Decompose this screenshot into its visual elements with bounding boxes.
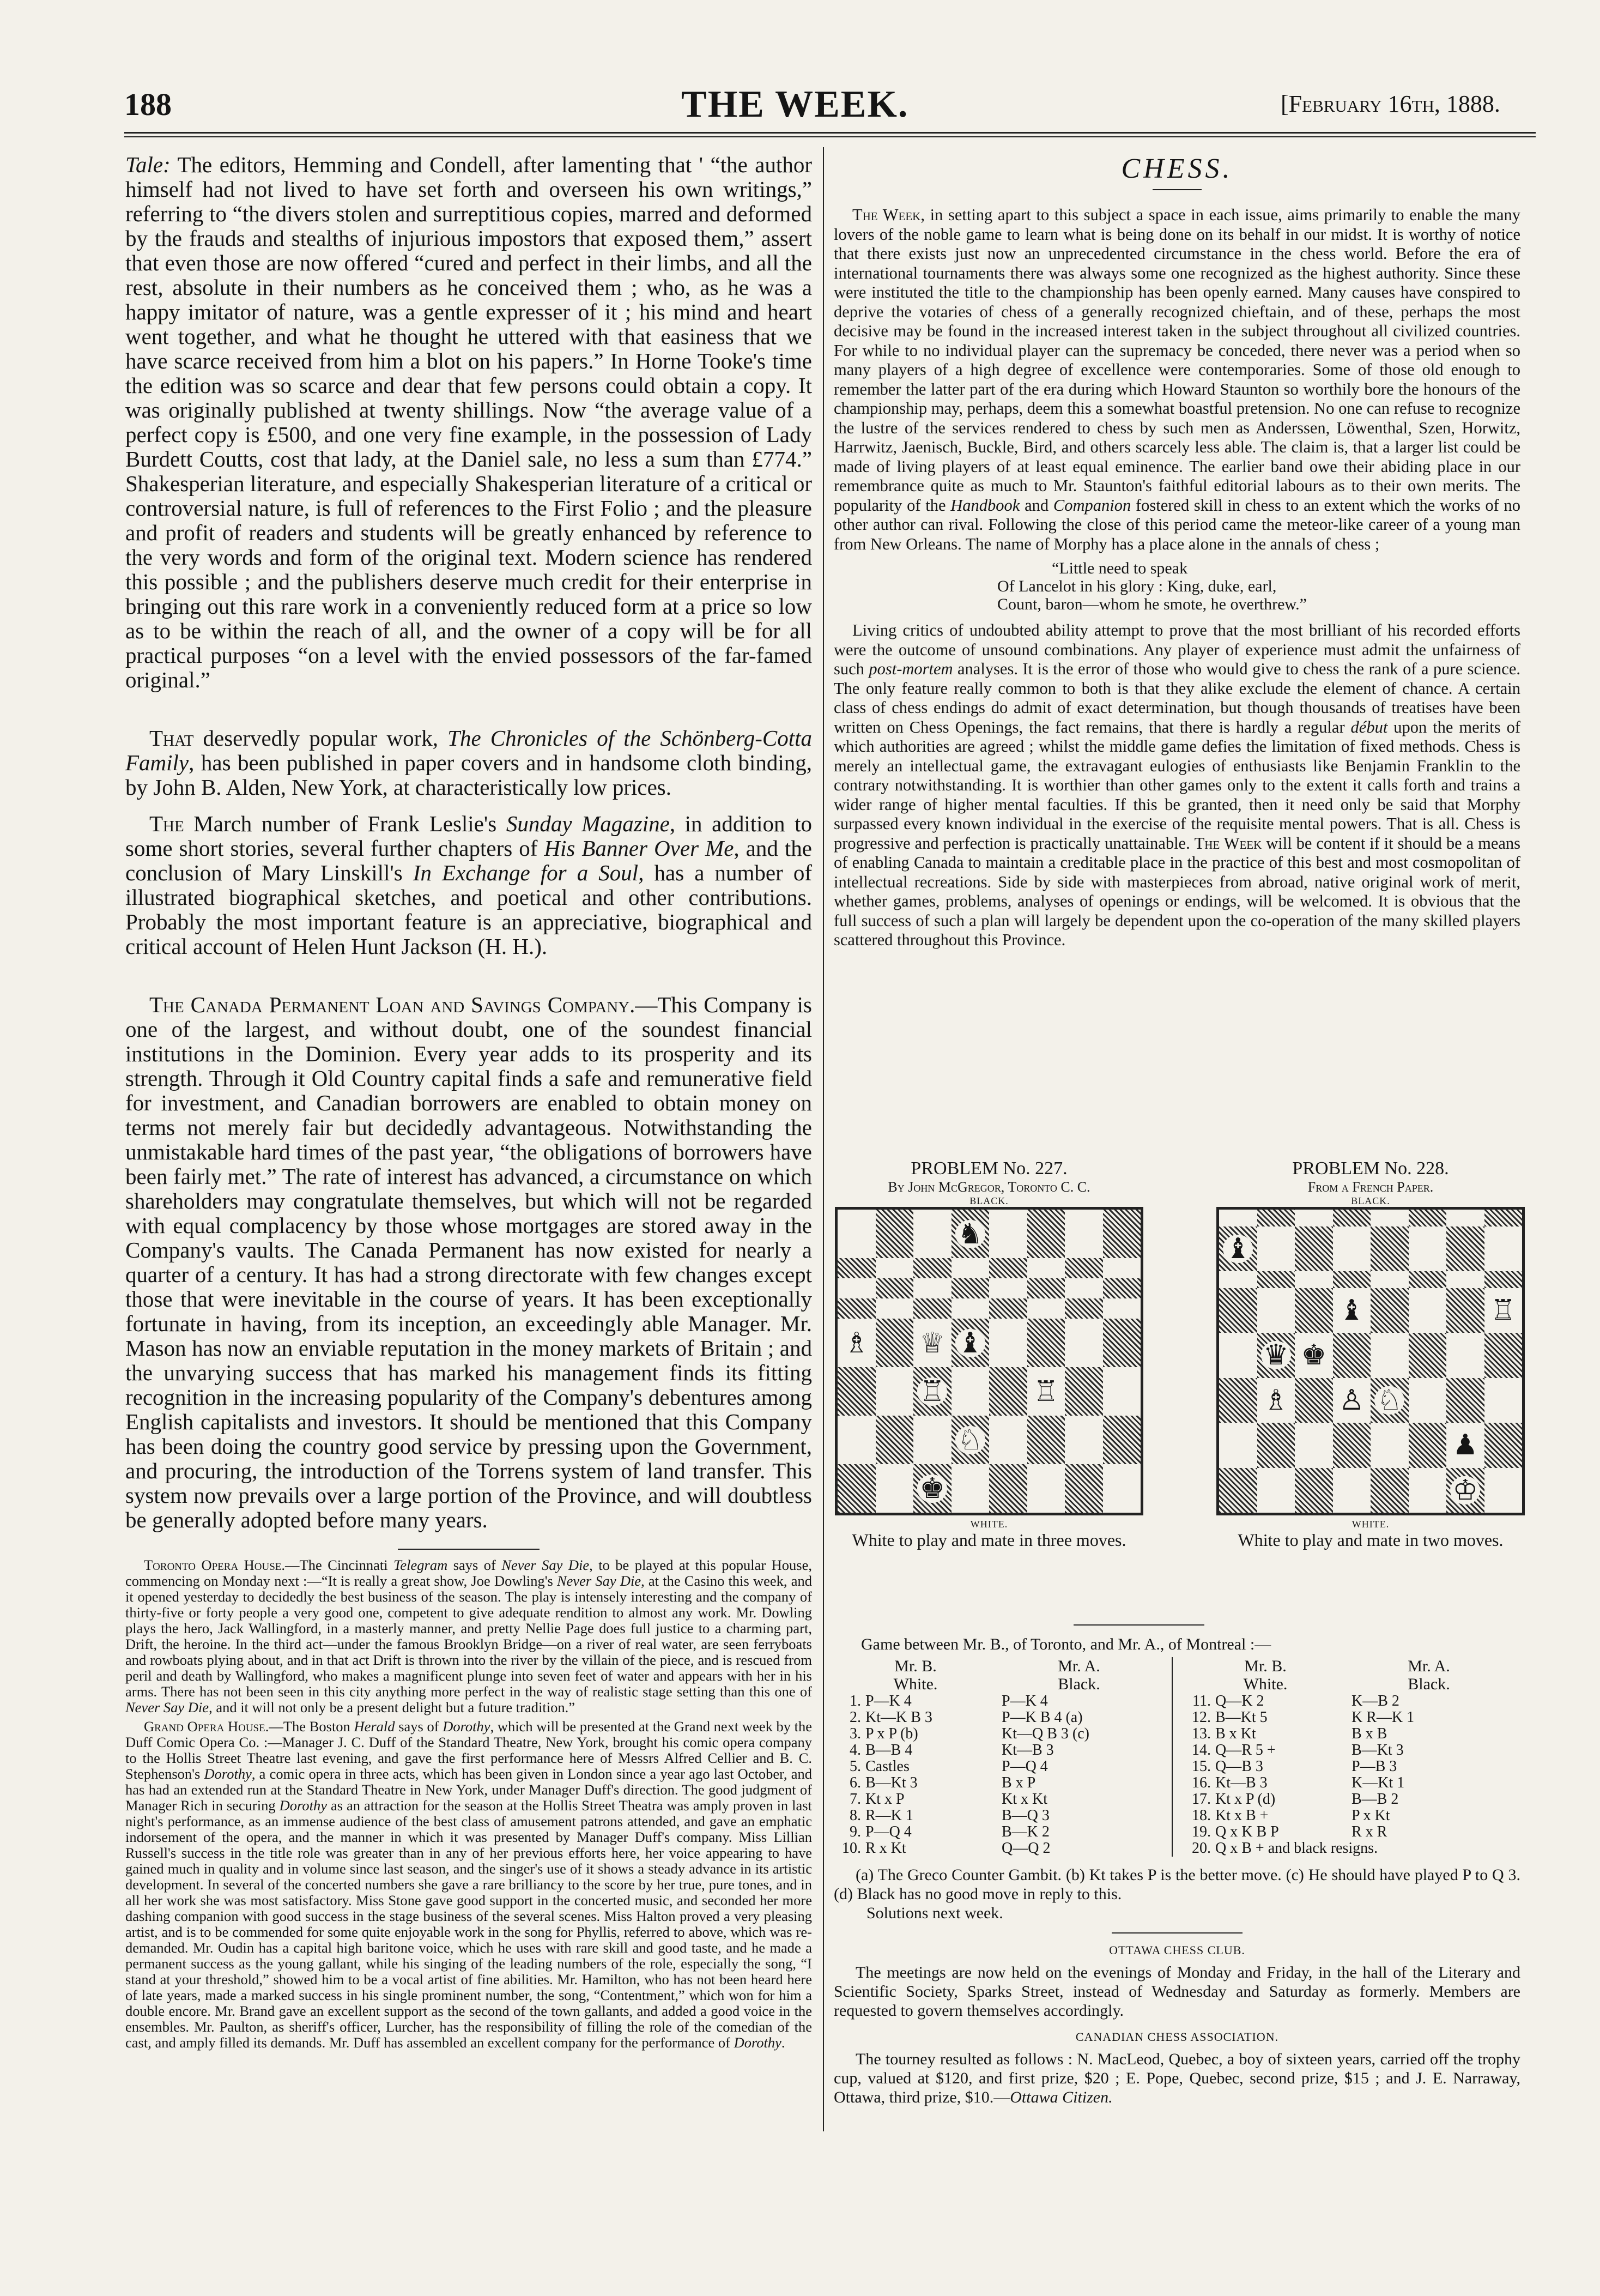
chess-piece-icon: ♗ — [841, 1329, 871, 1357]
board-square — [951, 1210, 990, 1258]
board-square — [989, 1464, 1027, 1513]
chess-board — [1216, 1207, 1525, 1515]
chess-column — [834, 153, 1520, 956]
white-move: Q x B + and black resigns. — [1215, 1840, 1378, 1857]
white-side-label: WHITE. — [1351, 1519, 1390, 1530]
white-move: B x Kt — [1215, 1725, 1256, 1742]
game-intro: Game between Mr. B., of Toronto, and Mr. A., of Montreal :— — [861, 1635, 1271, 1653]
white-move: Q x K B P — [1215, 1823, 1279, 1840]
board-square — [1103, 1210, 1141, 1258]
board-square — [1027, 1258, 1065, 1278]
white-move: P—Q 4 — [865, 1823, 912, 1840]
move-row — [834, 1693, 1172, 1709]
white-move: Kt x P (d) — [1215, 1791, 1276, 1808]
board-square — [1333, 1226, 1371, 1272]
poem-quotation: “Little need to speak Of Lancelot in his glory : King, duke, earl, Count, baron—whom he smote, he overthrew.” — [997, 559, 1307, 613]
paragraph-canada-permanent: The Canada Permanent Loan and Savings Company.—This Company is one of the largest, and without doubt, one of the soundest financial institutions in the Dominion. Every year adds to its prosperity and its strength. Through it Old Country capital finds a safe and remunerative field for investment, and Canadian borrowers are enabled to obtain money on terms not merely fair but decidedly advantageous. Notwithstanding the unmistakable hard times of the past year, “the obligations of borrowers have been fairly met.” The rate of interest has advanced, a circumstance on which shareholders may congratulate themselves, but which will not be regarded with equal complacency by those whose mortgages are stored away in the Company's vaults. The Canada Permanent has now existed for nearly a quarter of a century. It has had a strong directorate with few changes except those that were inevitable in the course of years. It has been exceptionally fortunate in having, from its inception, an exceedingly able Manager. Mr. Mason has now an enviable reputation in the money markets of Britain ; and the unvarying success that has marked his management finds its fitting recognition in the increasing popularity of the Company's debentures among English capitalists and investors. It should be mentioned that this Company has been doing the country good service by pressing upon the Government, and procuring, the introduction of the Torrens system of land transfer. This system now prevails over a large portion of the Province, and will doubtless be generally adopted before many years. — [125, 992, 812, 1532]
black-side-label: BLACK. — [1351, 1195, 1390, 1206]
problem-source: By John McGregor, Toronto C. C. — [888, 1179, 1090, 1195]
chess-piece-icon: ♟ — [1450, 1431, 1480, 1459]
chess-piece-icon: ♞ — [955, 1220, 985, 1248]
board-square — [913, 1258, 951, 1278]
move-number: 17. — [1192, 1791, 1211, 1808]
board-square — [876, 1258, 914, 1278]
move-row — [834, 1808, 1172, 1824]
black-move: B—Kt 3 — [1351, 1742, 1404, 1759]
board-square — [1103, 1464, 1141, 1513]
board-square — [1409, 1423, 1447, 1468]
masthead-title: THE WEEK. — [681, 83, 909, 125]
board-square — [876, 1278, 914, 1298]
move-number: 1. — [850, 1693, 861, 1709]
board-square — [1257, 1288, 1295, 1333]
board-square — [1484, 1333, 1523, 1378]
paragraph-sunday-magazine: The March number of Frank Leslie's Sunday Magazine, in addition to some short stories, several further chapters of His Banner Over Me, and the conclusion of Mary Linskill's In Exchange for a Soul, has a number of illustrated biographical sketches, and poetical and other contributions. Probably the most important feature is an appreciative, biographical and critical account of Helen Hunt Jackson (H. H.). — [125, 811, 813, 959]
move-row — [834, 1759, 1172, 1775]
black-move: K R—K 1 — [1351, 1709, 1415, 1726]
board-square — [1103, 1298, 1141, 1319]
chess-piece-icon: ♝ — [1223, 1235, 1253, 1263]
move-row — [1184, 1808, 1520, 1824]
paragraph-schonberg-cotta: That deservedly popular work, The Chronicles of the Schönberg-Cotta Family, has been published in paper covers and in handsome cloth binding, by John B. Alden, New York, at characteristically low prices. — [125, 726, 812, 800]
board-square — [838, 1416, 876, 1464]
move-number: 12. — [1192, 1709, 1211, 1726]
board-square — [1295, 1333, 1333, 1378]
board-square — [1484, 1226, 1523, 1272]
white-move: Kt x B + — [1215, 1807, 1269, 1824]
board-square — [1065, 1367, 1103, 1416]
board-square — [1257, 1226, 1295, 1272]
mr-b-header: Mr. B. White. — [893, 1657, 938, 1693]
move-row — [834, 1742, 1172, 1759]
move-row — [1184, 1840, 1520, 1857]
board-square — [1219, 1378, 1257, 1423]
move-row — [1184, 1709, 1520, 1726]
board-square — [1333, 1423, 1371, 1468]
chess-critics-paragraph: Living critics of undoubted ability attempt to prove that the most brilliant of his recorded efforts were the outcome of unsound combinations. Any player of experience must admit the unfairness of such post-mortem analyses. It is the error of those who would give to chess the rank of a pure science. The only feature really common to both is that they alike exclude the element of chance. A certain class of chess endings do admit of exact determination, but though thousands of treatises have been written on Chess Openings, the fact remains, that there is hardly a regular début upon the merits of which authorities are agreed ; whilst the middle game defies the limitation of fixed methods. Chess is merely an intellectual game, the extravagant eulogies of enthusiasts like Benjamin Franklin to the contrary notwithstanding. It is worthier than other games only to the extent it calls forth and trains a wider range of higher mental faculties. If this be granted, then it need only be said that Morphy surpassed every known individual in the exercise of the requisite mental powers. That is all. Chess is progressive and perfection is practically unattainable. The Week will be content if it should be a means of enabling Canada to maintain a creditable place in the practice of this best and most cosmopolitan of intellectual recreations. Side by side with masterpieces from abroad, native original work of merit, whether games, problems, analyses of openings or endings, will be welcomed. It is obvious that the full success of such a plan will largely be dependent upon the co-operation of the many skilled players scattered throughout this Province. — [834, 621, 1521, 949]
move-row — [1184, 1791, 1520, 1808]
black-side-label: BLACK. — [969, 1195, 1009, 1206]
paragraph-first-folio: Tale: The editors, Hemming and Condell, after lamenting that ' “the author himself had not lived to have set forth and overseen his own writings,” referring to “the divers stolen and surreptitious copies, marred and deformed by the frauds and stealths of injurious impostors that exposed them,” assert that even those are now offered “cured and perfect in their limbs, and all the rest, absolute in their numbers as he conceived them ; who, as he was a happy imitator of nature, was a gentle expresser of it ; his mind and heart went together, and what he thought he uttered with that easiness that we have scarce received from him a blot on his papers.” In Horne Tooke's time the edition was so scarce and dear that few persons could obtain a copy. It was originally published at twenty shillings. Now “the average value of a perfect copy is £500, and one very fine example, in the possession of Lady Burdett Coutts, cost that lady, at the Daniel sale, no less a sum than £774.” Shakesperian literature, and especially Shakesperian literature of a critical or controversial nature, is full of references to the First Folio ; and the pleasure and profit of readers and students will be greatly enhanced by reference to the very words and form of the original text. Modern science has rendered this possible ; and the publishers deserve much credit for their enterprise in bringing out this rare work in a conveniently reduced form at a price so low as to be within the reach of all, and the owner of a copy will be for all practical purposes “on a level with the envied possessors of the far-famed original.” — [125, 152, 812, 692]
black-move: B—B 2 — [1351, 1791, 1399, 1808]
move-number: 15. — [1192, 1758, 1211, 1775]
solutions-note: Solutions next week. — [866, 1904, 1003, 1922]
board-square — [1484, 1271, 1523, 1288]
board-square — [1065, 1464, 1103, 1513]
problem-source: From a French Paper. — [1307, 1179, 1434, 1195]
move-row — [834, 1726, 1172, 1742]
board-square — [1103, 1278, 1141, 1298]
notice-grand-opera-house: Grand Opera House.—The Boston Herald says of Dorothy, which will be presented at the Grand next week by the Duff Comic Opera Co. :—Manager J. C. Duff of the Standard Theatre, New York, brought his comic opera company to the Hollis Street Theatre last evening, and gave the first performance here of Messrs Alfred Cellier and B. C. Stephenson's Dorothy, a comic opera in three acts, which has been given in London since a year ago last October, and has had an extended run at the Standard Theatre in New York, under Manager Duff's direction. The good judgment of Manager Rich in securing Dorothy as an attraction for the season at the Hollis Street Theatra was amply proven in last night's performance, as an immense audience of the best class of amusement patrons attended, and gave an emphatic indorsement of the opera, and the manner in which it was presented by Manager Duff's company. Miss Lillian Russell's success in the title role was greater than in any of her previous efforts here, her voice appearing to have gained much in quality and in volume since last season, and the singer's use of it shows a steady advance in its artistic development. In several of the concerted numbers she gave a rare brilliancy to the score by her true, pure tones, and in all her work she was most satisfactory. Miss Stone gave good support in the concerted music, and seconded her more dashing companion with good success in the stage business of the several scenes. Miss Halton proved a very pleasing artist, and is to be commended for some quite enjoyable work in the song for Phyllis, referred to above, which was re-demanded. Mr. Oudin has a capital high baritone voice, which he uses with rare skill and good taste, and he made a permanent success as the young gallant, while his singing of the leading numbers of the role, especially the song, “I stand at your threshold,” showed him to be a vocal artist of fine abilities. Mr. Hamilton, who has not been heard here of late years, made a marked success in his single prominent number, the song, “Contentment,” which won for him a double encore. Mr. Brand gave an excellent support as the second of the town gallants, and added a good voice in the ensembles. Mr. Paulton, as sheriff's officer, Lurcher, has the responsibility of filling the role of the comedian of the cast, and amply filled its demands. Mr. Duff has assembled an excellent company for the performance of Dorothy. — [125, 1718, 813, 2051]
board-square — [989, 1210, 1027, 1258]
chess-piece-icon: ♘ — [955, 1426, 985, 1454]
board-square — [951, 1278, 990, 1298]
white-move: R x Kt — [865, 1840, 906, 1857]
board-square — [1103, 1416, 1141, 1464]
board-square — [1027, 1278, 1065, 1298]
chess-piece-icon: ♝ — [955, 1329, 985, 1357]
board-square — [951, 1367, 990, 1416]
black-move: K—Kt 1 — [1351, 1774, 1405, 1791]
board-square — [1065, 1258, 1103, 1278]
move-number: 14. — [1192, 1742, 1211, 1759]
chess-piece-icon: ♘ — [1374, 1386, 1404, 1415]
moves-list — [1184, 1693, 1520, 1857]
board-square — [876, 1210, 914, 1258]
board-square — [1065, 1210, 1103, 1258]
chess-heading-rule — [1153, 189, 1202, 190]
board-square — [1409, 1210, 1447, 1226]
board-square — [838, 1258, 876, 1278]
board-square — [1446, 1226, 1484, 1272]
chess-board — [835, 1207, 1143, 1515]
black-move: P—Q 4 — [1002, 1758, 1048, 1775]
move-number: 6. — [850, 1774, 861, 1791]
move-number: 13. — [1192, 1725, 1211, 1742]
move-number: 10. — [842, 1840, 861, 1857]
white-move: B—B 4 — [865, 1742, 913, 1759]
board-square — [1333, 1378, 1371, 1423]
chess-piece-icon: ♝ — [1337, 1296, 1367, 1325]
board-square — [913, 1210, 951, 1258]
game-rule — [1074, 1624, 1204, 1626]
board-square — [838, 1367, 876, 1416]
move-row — [1184, 1726, 1520, 1742]
mr-a-header: Mr. A. Black. — [1408, 1657, 1450, 1693]
board-square — [1295, 1423, 1333, 1468]
white-side-label: WHITE. — [970, 1519, 1008, 1530]
board-square — [1257, 1468, 1295, 1513]
board-square — [1484, 1378, 1523, 1423]
board-square — [913, 1319, 951, 1367]
move-number: 7. — [850, 1791, 861, 1808]
board-square — [1027, 1367, 1065, 1416]
black-move: B—K 2 — [1002, 1823, 1050, 1840]
board-square — [1371, 1423, 1409, 1468]
white-move: B—Kt 5 — [1215, 1709, 1268, 1726]
board-square — [1219, 1333, 1257, 1378]
board-square — [838, 1210, 876, 1258]
game-notes: (a) The Greco Counter Gambit. (b) Kt takes P is the better move. (c) He should have played P to Q 3. (d) Black has no good move in reply to this. — [834, 1866, 1520, 1903]
column-divider — [823, 147, 824, 2131]
problem-228 — [1210, 1158, 1531, 1550]
black-move: K—B 2 — [1351, 1693, 1399, 1709]
board-square — [1446, 1210, 1484, 1226]
board-square — [989, 1319, 1027, 1367]
board-square — [1484, 1210, 1523, 1226]
move-row — [834, 1791, 1172, 1808]
board-square — [1257, 1378, 1295, 1423]
move-number: 9. — [850, 1823, 861, 1840]
board-square — [1219, 1423, 1257, 1468]
board-square — [1446, 1288, 1484, 1333]
move-row — [834, 1840, 1172, 1857]
board-square — [1446, 1378, 1484, 1423]
board-square — [1295, 1378, 1333, 1423]
chess-piece-icon: ♕ — [917, 1329, 947, 1357]
white-move: Kt—K B 3 — [865, 1709, 932, 1726]
chess-piece-icon: ♙ — [1337, 1386, 1367, 1415]
board-square — [838, 1464, 876, 1513]
board-square — [989, 1416, 1027, 1464]
move-row — [1184, 1742, 1520, 1759]
white-move: R—K 1 — [865, 1807, 913, 1824]
white-move: Q—B 3 — [1215, 1758, 1263, 1775]
mr-a-header: Mr. A. Black. — [1058, 1657, 1100, 1693]
chess-heading: CHESS. — [1121, 153, 1233, 184]
board-square — [1257, 1333, 1295, 1378]
black-move: B x P — [1002, 1774, 1036, 1791]
board-square — [1371, 1226, 1409, 1272]
move-row — [1184, 1824, 1520, 1840]
board-square — [1333, 1468, 1371, 1513]
move-row — [834, 1775, 1172, 1791]
board-square — [1371, 1468, 1409, 1513]
problem-title: PROBLEM No. 227. — [911, 1158, 1068, 1179]
ottawa-club-text: The meetings are now held on the evenings of Monday and Friday, in the hall of the Literary and Scientific Society, Sparks Street, instead of Wednesday and Saturday as formerly. Members are requested to govern themselves accordingly. — [834, 1963, 1520, 2020]
association-text: The tourney resulted as follows : N. MacLeod, Quebec, a boy of sixteen years, carried off the trophy cup, valued at $120, and first prize, $20 ; E. Pope, Quebec, second prize, $15 ; and J. E. Narraway, Ottawa, third prize, $10.—Ottawa Citizen. — [834, 2050, 1520, 2106]
white-move: Castles — [865, 1758, 910, 1775]
black-move: Q—Q 2 — [1002, 1840, 1051, 1857]
board-square — [1371, 1210, 1409, 1226]
move-number: 4. — [850, 1742, 861, 1759]
white-move: P x P (b) — [865, 1725, 918, 1742]
board-square — [1295, 1468, 1333, 1513]
board-square — [1257, 1210, 1295, 1226]
board-square — [1027, 1298, 1065, 1319]
board-square — [1371, 1378, 1409, 1423]
board-square — [876, 1416, 914, 1464]
board-square — [1103, 1367, 1141, 1416]
association-heading: CANADIAN CHESS ASSOCIATION. — [1075, 2030, 1279, 2044]
board-square — [1027, 1416, 1065, 1464]
board-square — [989, 1278, 1027, 1298]
board-square — [1409, 1378, 1447, 1423]
board-square — [1446, 1333, 1484, 1378]
board-square — [1065, 1416, 1103, 1464]
board-square — [1409, 1271, 1447, 1288]
black-move: Kt—Q B 3 (c) — [1002, 1725, 1089, 1742]
problem-caption: White to play and mate in three moves. — [852, 1530, 1126, 1550]
chess-piece-icon: ♗ — [1261, 1386, 1291, 1415]
section-rule — [398, 1549, 540, 1550]
chess-piece-icon: ♖ — [917, 1377, 947, 1406]
board-square — [951, 1464, 990, 1513]
moves-left-block — [834, 1657, 1173, 1857]
black-move: Kt—B 3 — [1002, 1742, 1054, 1759]
club-rule — [1112, 1932, 1243, 1934]
board-square — [1257, 1423, 1295, 1468]
move-number: 16. — [1192, 1774, 1211, 1791]
board-square — [876, 1367, 914, 1416]
board-square — [913, 1367, 951, 1416]
board-square — [876, 1464, 914, 1513]
board-square — [1065, 1319, 1103, 1367]
move-number: 11. — [1192, 1693, 1211, 1709]
move-number: 20. — [1192, 1840, 1211, 1857]
move-number: 19. — [1192, 1823, 1211, 1840]
white-move: P—K 4 — [865, 1693, 912, 1709]
black-move: B x B — [1351, 1725, 1387, 1742]
moves-right-block — [1173, 1657, 1520, 1857]
board-square — [1103, 1319, 1141, 1367]
board-square — [951, 1416, 990, 1464]
header-rule-bottom — [124, 136, 1536, 137]
board-square — [989, 1367, 1027, 1416]
chess-piece-icon: ♚ — [917, 1475, 947, 1503]
ottawa-club-heading: OTTAWA CHESS CLUB. — [1109, 1943, 1245, 1957]
board-square — [1333, 1271, 1371, 1288]
board-square — [1484, 1288, 1523, 1333]
chess-piece-icon: ♖ — [1488, 1296, 1518, 1325]
board-square — [1371, 1333, 1409, 1378]
black-move: P—K 4 — [1002, 1693, 1048, 1709]
black-move: P—B 3 — [1351, 1758, 1397, 1775]
black-move: B—Q 3 — [1002, 1807, 1050, 1824]
left-column — [125, 153, 812, 2054]
black-move: R x R — [1351, 1823, 1387, 1840]
board-square — [1219, 1210, 1257, 1226]
issue-date: [February 16th, 1888. — [1281, 90, 1500, 117]
board-square — [1333, 1333, 1371, 1378]
board-square — [1027, 1210, 1065, 1258]
moves-list — [834, 1693, 1172, 1857]
board-square — [1371, 1271, 1409, 1288]
board-square — [1409, 1468, 1447, 1513]
white-move: B—Kt 3 — [865, 1774, 918, 1791]
board-square — [951, 1298, 990, 1319]
page-number: 188 — [124, 87, 172, 122]
board-square — [1371, 1288, 1409, 1333]
move-number: 18. — [1192, 1807, 1211, 1824]
black-move: P—K B 4 (a) — [1002, 1709, 1083, 1726]
board-square — [838, 1278, 876, 1298]
move-number: 5. — [850, 1758, 861, 1775]
board-square — [951, 1258, 990, 1278]
board-square — [1065, 1278, 1103, 1298]
board-square — [1484, 1423, 1523, 1468]
board-square — [1446, 1271, 1484, 1288]
move-number: 3. — [850, 1725, 861, 1742]
white-move: Kt—B 3 — [1215, 1774, 1268, 1791]
board-square — [1027, 1319, 1065, 1367]
board-square — [913, 1464, 951, 1513]
board-square — [951, 1319, 990, 1367]
white-move: Q—K 2 — [1215, 1693, 1264, 1709]
board-square — [989, 1298, 1027, 1319]
mr-b-header: Mr. B. White. — [1243, 1657, 1288, 1693]
chess-piece-icon: ♚ — [1299, 1341, 1329, 1369]
board-square — [1257, 1271, 1295, 1288]
move-row — [1184, 1693, 1520, 1709]
problem-title: PROBLEM No. 228. — [1292, 1158, 1449, 1179]
board-square — [1409, 1333, 1447, 1378]
board-square — [1219, 1271, 1257, 1288]
board-square — [1484, 1468, 1523, 1513]
move-row — [1184, 1759, 1520, 1775]
board-square — [1219, 1226, 1257, 1272]
board-square — [1027, 1464, 1065, 1513]
board-square — [876, 1298, 914, 1319]
chess-piece-icon: ♔ — [1450, 1476, 1480, 1505]
chess-intro-paragraph: The Week, in setting apart to this subject a space in each issue, aims primarily to enable the many lovers of the noble game to learn what is being done on its behalf in our midst. It is worthy of notice that there exists just now an unprecedented circumstance in the chess world. Before the era of international tournaments there was always some one recognized as the highest authority. Since these were instituted the title to the championship has been openly earned. Many causes have conspired to deprive the votaries of chess of a generally recognized chieftain, and of these, perhaps the most decisive may be found in the increased interest taken in the subject throughout all civilized countries. For while to no individual player can the supremacy be conceded, there never was a period when so many players of a high degree of excellence were contemporaries. Some of those old enough to remember the latter part of the era during which Howard Staunton so worthily bore the honours of the championship may, perhaps, deem this a somewhat boastful pretension. No one can refuse to recognize the lustre of the services rendered to chess by such men as Anderssen, Löwenthal, Szen, Horwitz, Harrwitz, Jaenisch, Buckle, Bird, and others scarcely less able. The claim is, that a larger list could be made of living players of at least equal eminence. The earlier band owe their abiding place in our remembrance quite as much to Mr. Staunton's faithful editorial labours as to their own merits. The popularity of the Handbook and Companion fostered skill in chess to an extent which the works of no other author can rival. Following the close of this period came the meteor-like career of a young man from New Orleans. The name of Morphy has a place alone in the annals of chess ; — [834, 206, 1520, 553]
board-square — [1333, 1210, 1371, 1226]
board-square — [1409, 1288, 1447, 1333]
board-square — [838, 1319, 876, 1367]
board-square — [1446, 1423, 1484, 1468]
board-square — [1219, 1288, 1257, 1333]
board-square — [1295, 1210, 1333, 1226]
board-square — [1295, 1271, 1333, 1288]
header-rule-top — [124, 132, 1536, 134]
board-square — [1103, 1258, 1141, 1278]
board-square — [1295, 1226, 1333, 1272]
board-square — [1333, 1288, 1371, 1333]
black-move: P x Kt — [1351, 1807, 1390, 1824]
chess-piece-icon: ♖ — [1031, 1377, 1061, 1406]
white-move: Kt x P — [865, 1791, 905, 1808]
move-row — [834, 1824, 1172, 1840]
board-square — [913, 1298, 951, 1319]
white-move: Q—R 5 + — [1215, 1742, 1276, 1759]
board-square — [1065, 1298, 1103, 1319]
board-square — [1409, 1226, 1447, 1272]
board-square — [1295, 1288, 1333, 1333]
board-square — [913, 1278, 951, 1298]
move-row — [834, 1709, 1172, 1726]
problem-caption: White to play and mate in two moves. — [1238, 1530, 1504, 1550]
board-square — [1446, 1468, 1484, 1513]
notice-toronto-opera-house: Toronto Opera House.—The Cincinnati Telegram says of Never Say Die, to be played at this popular House, commencing on Monday next :—“It is really a great show, Joe Dowling's Never Say Die, at the Casino this week, and it opened yesterday to decidedly the best business of the season. The play is intensely interesting and the company of thirty-five or forty people a very good one, competent to give adequate rendition to almost any work. Mr. Dowling plays the hero, Jack Wallingford, in a masterly manner, and pretty Nellie Page does full justice to a charming part, Drift, the heroine. In the third act—under the famous Brooklyn Bridge—on a river of real water, are seen ferryboats and rowboats plying about, and in that act Drift is thrown into the river by the villain of the piece, and is rescued from peril and death by Wallingford, who makes a magnificent plunge into seven feet of water and appears with her in his arms. There has not been seen in this city anything more perfect in the way of realistic stage setting than this one of Never Say Die, and it will not only be a present delight but a future tradition.” — [125, 1557, 812, 1715]
move-number: 2. — [850, 1709, 861, 1726]
board-square — [838, 1298, 876, 1319]
board-square — [913, 1416, 951, 1464]
chess-piece-icon: ♛ — [1261, 1341, 1291, 1369]
problem-227 — [826, 1158, 1153, 1550]
move-number: 8. — [850, 1807, 861, 1824]
board-square — [1219, 1468, 1257, 1513]
board-square — [989, 1258, 1027, 1278]
board-square — [876, 1319, 914, 1367]
black-move: Kt x Kt — [1002, 1791, 1047, 1808]
move-row — [1184, 1775, 1520, 1791]
game-section — [834, 1635, 1520, 2107]
